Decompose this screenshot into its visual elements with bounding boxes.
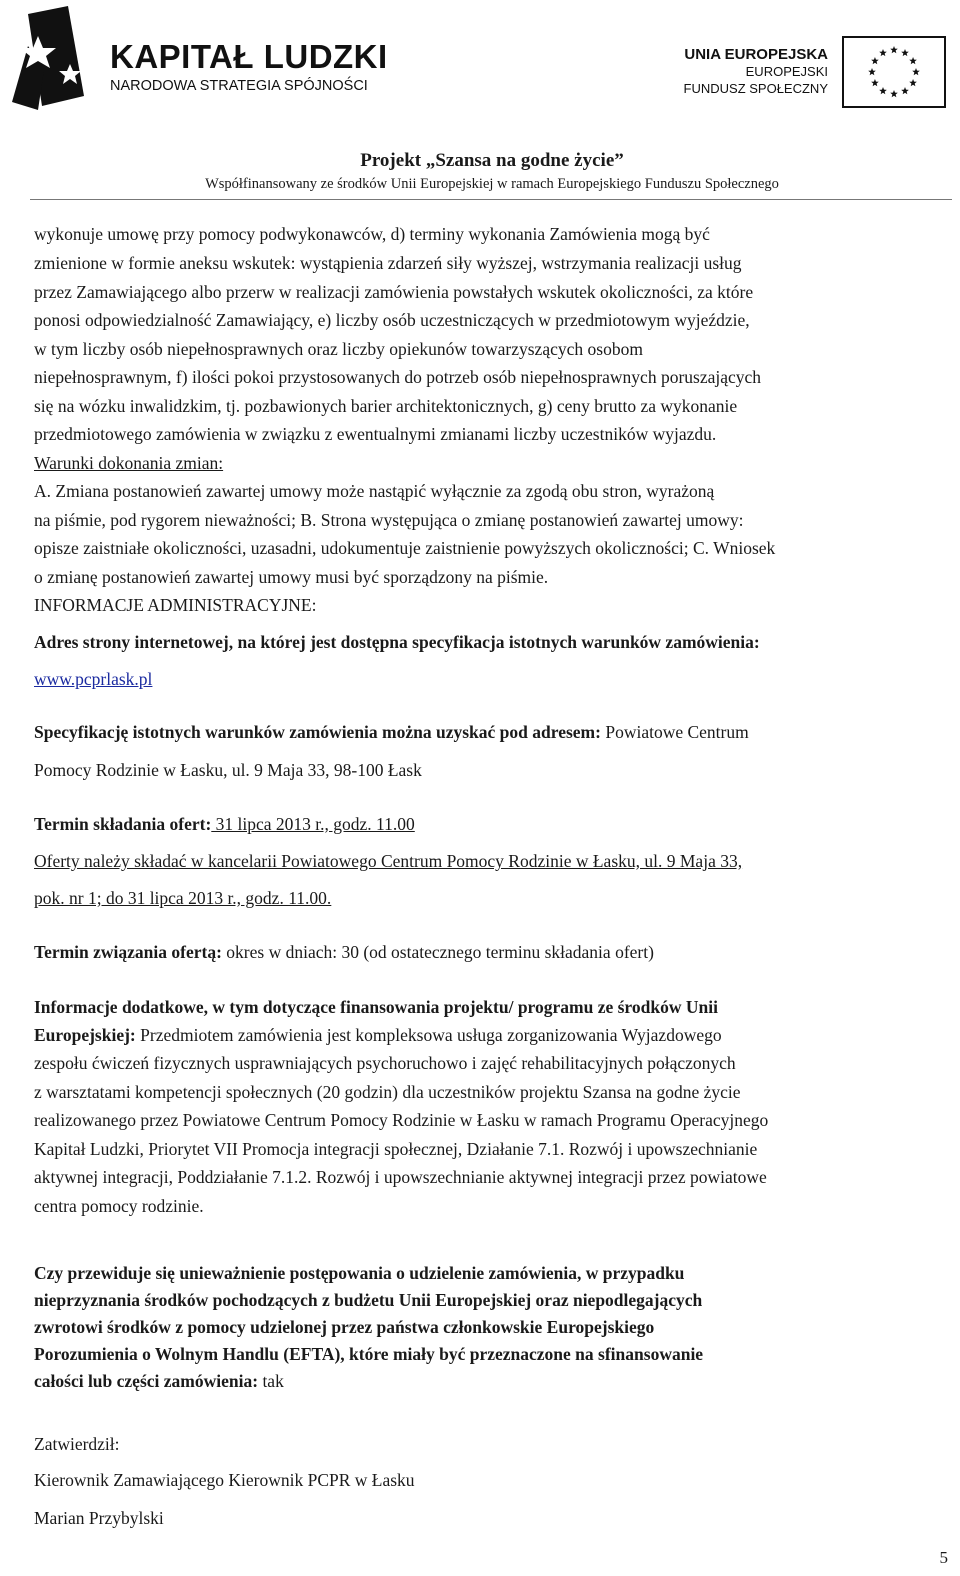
paragraph-line: się na wózku inwalidzkim, tj. pozbawionych barier architektonicznych, g) ceny brutto za wykonanie	[34, 396, 738, 416]
paragraph-line: na piśmie, pod rygorem nieważności; B. Strona występująca o zmianę postanowień zawartej umowy:	[34, 510, 744, 530]
web-address-label: Adres strony internetowej, na której jest dostępna specyfikacja istotnych warunków zamówienia:	[34, 632, 760, 652]
eu-flag-icon	[842, 36, 946, 108]
extra-info-line	[34, 1025, 722, 1046]
annulment-line: Czy przewiduje się unieważnienie postępowania o udzielenie zamówienia, w przypadku	[34, 1263, 685, 1283]
paragraph-line: przedmiotowego zamówienia w związku z ewentualnymi zmianami liczby uczestników wyjazdu.	[34, 424, 717, 444]
annulment-line: zwrotowi środków z pomocy udzielonej przez państwa członkowskie Europejskiego	[34, 1317, 655, 1337]
eu-line-1: UNIA EUROPEJSKA	[684, 46, 828, 63]
annulment-line: Porozumienia o Wolnym Handlu (EFTA), które miały być przeznaczone na sfinansowanie	[34, 1344, 704, 1364]
conditions-heading: Warunki dokonania zmian:	[34, 453, 224, 473]
eu-fund-label	[684, 46, 828, 97]
page-number: 5	[939, 1548, 948, 1567]
paragraph-line: opisze zaistniałe okoliczności, uzasadni, udokumentuje zaistnienie powyższych okoliczności; C. Wniosek	[34, 538, 776, 558]
extra-info-value: Przedmiotem zamówienia jest kompleksowa usługa zorganizowania Wyjazdowego	[135, 1025, 722, 1045]
binding-label: Termin związania ofertą:	[34, 942, 222, 962]
header-divider	[30, 199, 952, 200]
paragraph-line: A. Zmiana postanowień zawartej umowy może nastąpić wyłącznie za zgodą obu stron, wyrażoną	[34, 481, 715, 501]
paragraph-line: centra pomocy rodzinie.	[34, 1196, 204, 1216]
extra-info-label: Informacje dodatkowe, w tym dotyczące finansowania projektu/ programu ze środków Unii	[34, 997, 718, 1017]
project-title: Projekt „Szansa na godne życie”	[360, 150, 624, 171]
spec-label: Specyfikację istotnych warunków zamówienia można uzyskać pod adresem:	[34, 722, 601, 742]
annulment-last-line	[34, 1371, 284, 1392]
paragraph-line: zespołu ćwiczeń fizycznych usprawniających psychoruchowo i zajęć rehabilitacyjnych połączonych	[34, 1053, 736, 1073]
paragraph-line: przez Zamawiającego albo przerw w realizacji zamówienia powstałych wskutek okoliczności, za które	[34, 282, 754, 302]
paragraph-line: wykonuje umowę przy pomocy podwykonawców, d) terminy wykonania Zamówienia mogą być	[34, 224, 710, 244]
paragraph-line: aktywnej integracji, Poddziałanie 7.1.2. Rozwój i upowszechnianie aktywnej integracji przez powiatowe	[34, 1167, 767, 1187]
offers-line-1: Oferty należy składać w kancelarii Powiatowego Centrum Pomocy Rodzinie w Łasku, ul. 9 Maja 33,	[34, 851, 743, 871]
annulment-line: nieprzyznania środków pochodzących z budżetu Unii Europejskiej oraz niepodlegających	[34, 1290, 703, 1310]
paragraph-line: o zmianę postanowień zawartej umowy musi być sporządzony na piśmie.	[34, 567, 549, 587]
kapital-ludzki-emblem-icon	[8, 6, 108, 116]
spec-value: Powiatowe Centrum	[600, 722, 749, 742]
paragraph-line: w tym liczby osób niepełnosprawnych oraz liczby opiekunów towarzyszących osobom	[34, 339, 643, 359]
approved-label: Zatwierdził:	[34, 1434, 120, 1454]
paragraph-line: Kapitał Ludzki, Priorytet VII Promocja integracji społecznej, Działanie 7.1. Rozwój i upowszechnianie	[34, 1139, 758, 1159]
paragraph-line: z warsztatami kompetencji społecznych (20 godzin) dla uczestników projektu Szansa na godne życie	[34, 1082, 741, 1102]
paragraph-line: ponosi odpowiedzialność Zamawiający, e) liczby osób uczestniczących w przedmiotowym wyjeździe,	[34, 310, 750, 330]
eu-line-2: EUROPEJSKI	[745, 64, 828, 79]
offers-line-2: pok. nr 1; do 31 lipca 2013 r., godz. 11.00.	[34, 888, 332, 908]
deadline-line	[34, 814, 415, 835]
deadline-value: 31 lipca 2013 r., godz. 11.00	[211, 814, 415, 834]
binding-value: okres w dniach: 30 (od ostatecznego terminu składania ofert)	[221, 942, 654, 962]
signer-role: Kierownik Zamawiającego Kierownik PCPR w Łasku	[34, 1470, 415, 1490]
eu-line-3: FUNDUSZ SPOŁECZNY	[683, 81, 828, 96]
paragraph-line: zmienione w formie aneksu wskutek: wystąpienia zdarzeń siły wyższej, wstrzymania realizacji usług	[34, 253, 742, 273]
annulment-value: tak	[258, 1371, 284, 1391]
website-link[interactable]: www.pcprlask.pl	[34, 669, 153, 689]
paragraph-line: realizowanego przez Powiatowe Centrum Pomocy Rodzinie w Łasku w ramach Programu Operacyjnego	[34, 1110, 769, 1130]
deadline-label: Termin składania ofert:	[34, 814, 212, 834]
admin-heading: INFORMACJE ADMINISTRACYJNE:	[34, 595, 317, 615]
signer-name: Marian Przybylski	[34, 1508, 164, 1528]
annulment-label: całości lub części zamówienia:	[34, 1371, 259, 1391]
kapital-ludzki-subtitle: NARODOWA STRATEGIA SPÓJNOŚCI	[110, 78, 368, 94]
spec-address-line	[34, 722, 749, 743]
kapital-ludzki-title: KAPITAŁ LUDZKI	[110, 38, 388, 75]
binding-line	[34, 942, 654, 963]
paragraph-line: niepełnosprawnym, f) ilości pokoi przystosowanych do potrzeb osób niepełnosprawnych poruszających	[34, 367, 762, 387]
spec-address-line-2: Pomocy Rodzinie w Łasku, ul. 9 Maja 33, 98-100 Łask	[34, 760, 422, 780]
project-subtitle: Współfinansowany ze środków Unii Europejskiej w ramach Europejskiego Funduszu Społecznego	[205, 176, 779, 192]
extra-info-label-2: Europejskiej:	[34, 1025, 136, 1045]
